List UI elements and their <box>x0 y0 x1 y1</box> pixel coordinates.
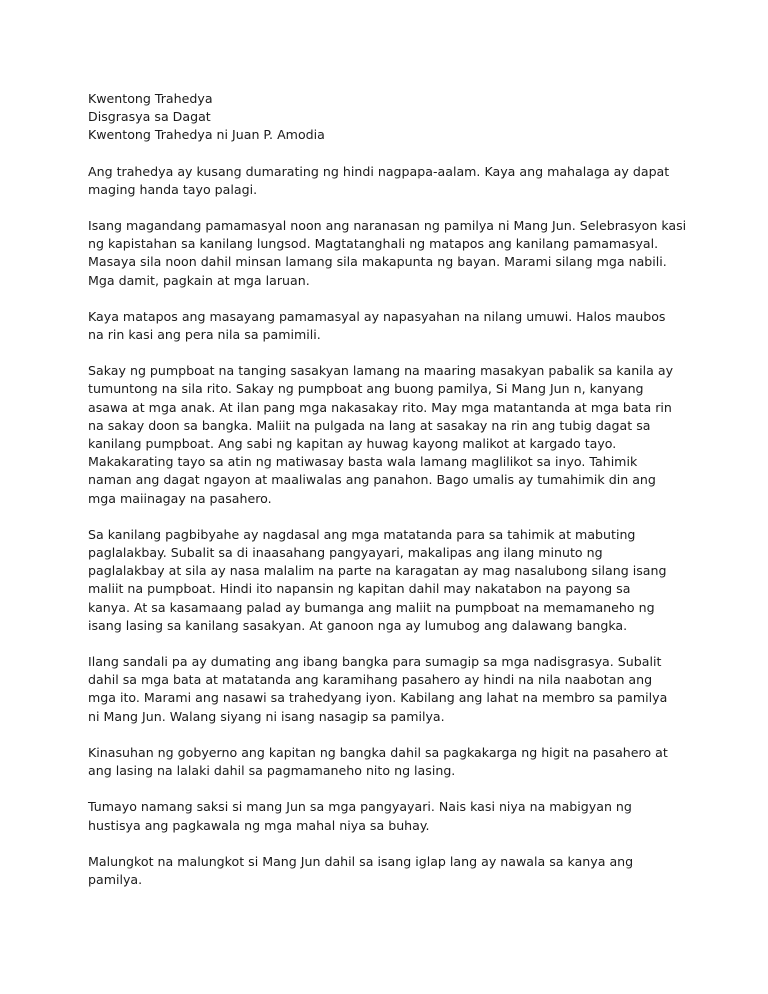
paragraph-line: paglalakbay at sila ay nasa malalim na parte na karagatan ay mag nasalubong silang isang <box>88 563 667 579</box>
paragraph-line: ng kapistahan sa kanilang lungsod. Magtatanghali ng matapos ang kanilang pamamasyal. <box>88 236 659 252</box>
paragraph-line: Malungkot na malungkot si Mang Jun dahil sa isang iglap lang ay nawala sa kanya ang <box>88 853 634 869</box>
paragraph-line: Ilang sandali pa ay dumating ang ibang bangka para sumagip sa mga nadisgrasya. Subalit <box>88 654 662 670</box>
paragraph-line: Masaya sila noon dahil minsan lamang sila makapunta ng bayan. Marami silang mga nabili. <box>88 254 667 270</box>
paragraph-line: na sakay doon sa bangka. Maliit na pulgada na lang at sasakay na rin ang tubig dagat sa <box>88 417 651 433</box>
paragraph-line: Kinasuhan ng gobyerno ang kapitan ng bangka dahil sa pagkakarga ng higit na pasahero at <box>88 744 668 760</box>
paragraph-line: paglalakbay. Subalit sa di inaasahang pangyayari, makalipas ang ilang minuto ng <box>88 545 603 561</box>
paragraph-line: Sakay ng pumpboat na tanging sasakyan lamang na maaring masakyan pabalik sa kanila ay <box>88 363 674 379</box>
story-paragraphs <box>88 163 688 890</box>
paragraph-line: Ang trahedya ay kusang dumarating ng hindi nagpapa-aalam. Kaya ang mahalaga ay dapat <box>88 163 670 179</box>
category-line: Kwentong Trahedya <box>88 91 213 106</box>
paragraph-line: hustisya ang pagkawala ng mga mahal niya sa buhay. <box>88 817 430 833</box>
paragraph-line: mga ito. Marami ang nasawi sa trahedyang iyon. Kabilang ang lahat na membro sa pamilya <box>88 690 668 706</box>
paragraph-9 <box>88 853 688 889</box>
paragraph-2 <box>88 217 688 290</box>
paragraph-6 <box>88 653 688 726</box>
author-line: Kwentong Trahedya ni Juan P. Amodia <box>88 127 325 143</box>
paragraph-5 <box>88 526 688 635</box>
paragraph-line: na rin kasi ang pera nila sa pamimili. <box>88 327 321 343</box>
paragraph-line: Makakarating tayo sa atin ng matiwasay basta wala lamang maglilikot sa inyo. Tahimik <box>88 454 638 470</box>
paragraph-line: Tumayo namang saksi si mang Jun sa mga pangyayari. Nais kasi niya na mabigyan ng <box>88 799 632 815</box>
paragraph-line: asawa at mga anak. At ilan pang mga nakasakay rito. May mga matantanda at mga bata rin <box>88 399 672 415</box>
paragraph-line: ang lasing na lalaki dahil sa pagmamaneho nito ng lasing. <box>88 763 456 779</box>
story-title: Disgrasya sa Dagat <box>88 109 211 125</box>
paragraph-8 <box>88 798 688 834</box>
document-header <box>88 90 688 145</box>
paragraph-line: tumuntong na sila rito. Sakay ng pumpboat ang buong pamilya, Si Mang Jun n, kanyang <box>88 381 644 397</box>
paragraph-line: maliit na pumpboat. Hindi ito napansin ng kapitan dahil may nakatabon na payong sa <box>88 581 631 597</box>
paragraph-line: kanilang pumpboat. Ang sabi ng kapitan ay huwag kayong malikot at kargado tayo. <box>88 436 617 452</box>
paragraph-line: Sa kanilang pagbibyahe ay nagdasal ang mga matatanda para sa tahimik at mabuting <box>88 526 636 542</box>
paragraph-line: Mga damit, pagkain at mga laruan. <box>88 272 310 288</box>
paragraph-line: Isang magandang pamamasyal noon ang naranasan ng pamilya ni Mang Jun. Selebrasyon kasi <box>88 218 687 234</box>
paragraph-1 <box>88 163 688 199</box>
paragraph-line: Kaya matapos ang masayang pamamasyal ay napasyahan na nilang umuwi. Halos maubos <box>88 308 666 324</box>
paragraph-line: ni Mang Jun. Walang siyang ni isang nasagip sa pamilya. <box>88 708 445 724</box>
paragraph-line: dahil sa mga bata at matatanda ang karamihang pasahero ay hindi na nila naabotan ang <box>88 672 653 688</box>
paragraph-line: pamilya. <box>88 871 143 887</box>
paragraph-7 <box>88 744 688 780</box>
paragraph-4 <box>88 362 688 508</box>
paragraph-line: naman ang dagat ngayon at maaliwalas ang panahon. Bago umalis ay tumahimik din ang <box>88 472 656 488</box>
paragraph-line: maging handa tayo palagi. <box>88 181 258 197</box>
paragraph-line: kanya. At sa kasamaang palad ay bumanga ang maliit na pumpboat na memamaneho ng <box>88 599 655 615</box>
document-body <box>88 90 688 907</box>
paragraph-line: mga maiinagay na pasahero. <box>88 490 272 506</box>
paragraph-line: isang lasing sa kanilang sasakyan. At ganoon nga ay lumubog ang dalawang bangka. <box>88 617 628 633</box>
paragraph-3 <box>88 308 688 344</box>
